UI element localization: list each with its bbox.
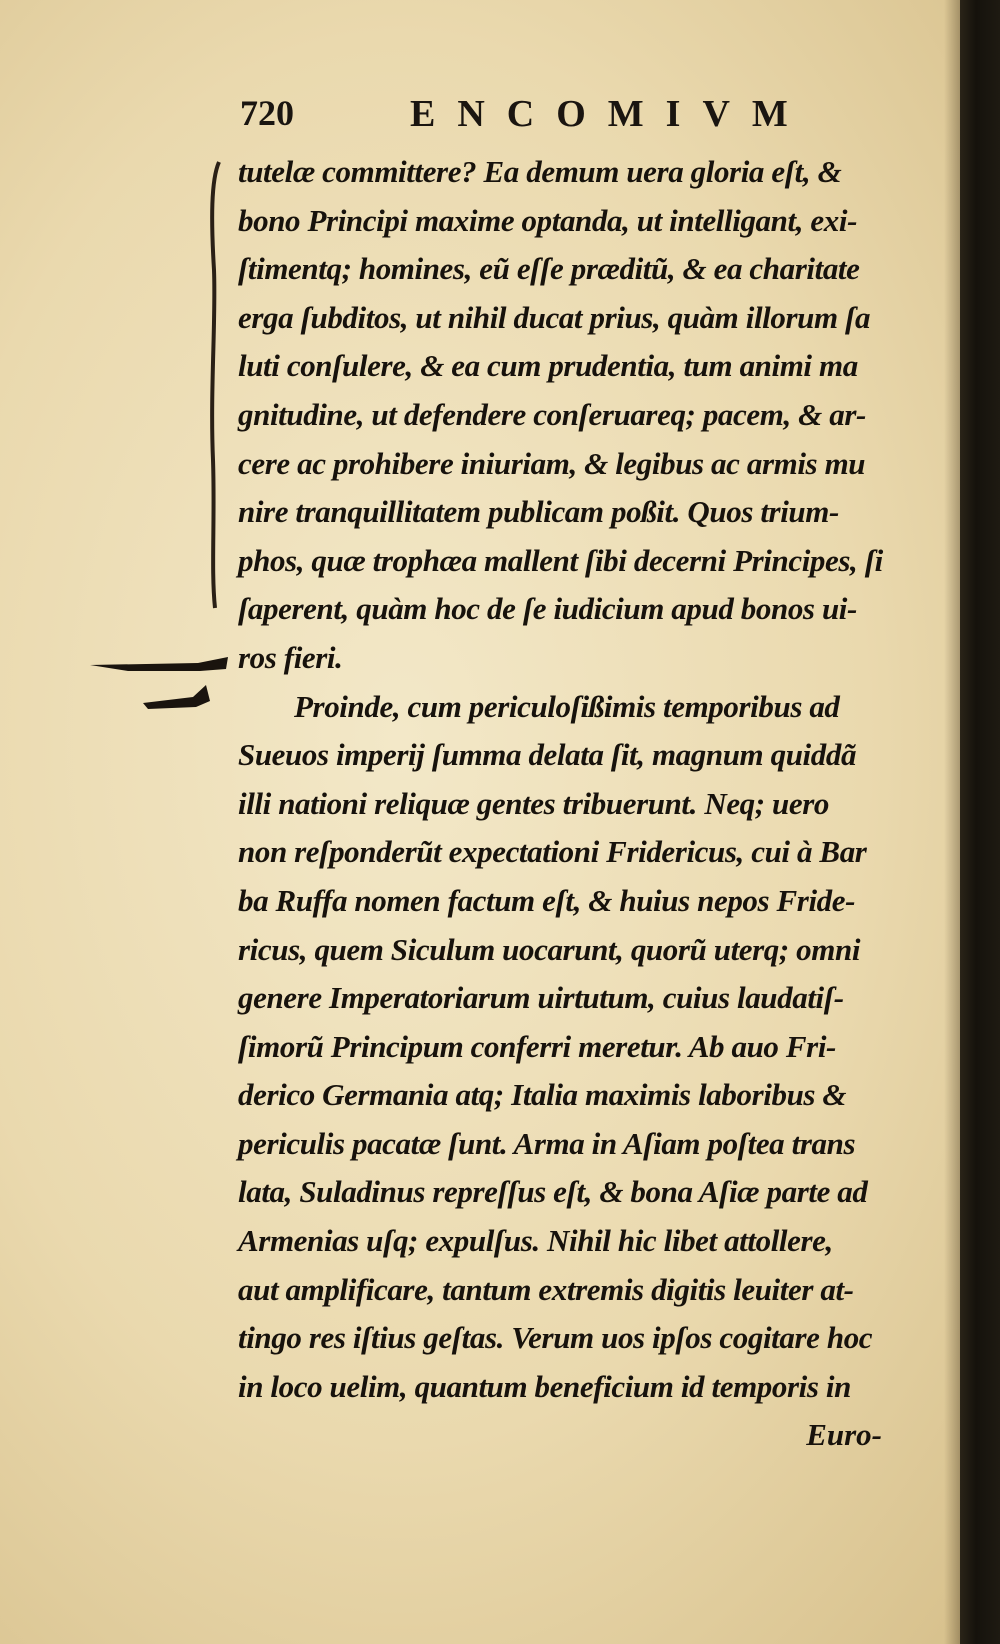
marginal-bracket-mark xyxy=(205,160,223,610)
page-gutter-shadow xyxy=(944,0,960,1644)
book-binding-edge xyxy=(960,0,1000,1644)
text-line: tutelæ committere? Ea demum uera gloria eſt, & xyxy=(238,154,842,189)
text-line: ſtimentq; homines, eũ eſſe præditũ, & ea charitate xyxy=(238,251,860,287)
page-header xyxy=(240,92,960,142)
text-line: ſaperent, quàm hoc de ſe iudicium apud bonos ui- xyxy=(238,591,857,627)
text-line: Sueuos imperij ſumma delata ſit, magnum quiddã xyxy=(238,737,857,773)
text-line: ros fieri. xyxy=(238,639,343,675)
text-line: bono Principi maxime optanda, ut intelligant, exi- xyxy=(238,202,857,238)
text-line: non reſponderũt expectationi Fridericus, cui à Bar xyxy=(238,834,867,870)
text-line: ſimorũ Principum conferri meretur. Ab auo Fri- xyxy=(238,1028,836,1064)
text-line: aut amplificare, tantum extremis digitis leuiter at- xyxy=(238,1271,854,1307)
text-line: ricus, quem Siculum uocarunt, quorũ uterq; omni xyxy=(238,931,861,967)
running-head: ENCOMIVM xyxy=(410,93,810,135)
text-line: gnitudine, ut defendere conſeruareq; pacem, & ar- xyxy=(238,396,866,432)
text-line: lata, Suladinus repreſſus eſt, & bona Aſiæ parte ad xyxy=(238,1174,868,1210)
text-line: illi nationi reliquæ gentes tribuerunt. Neq; uero xyxy=(238,785,830,821)
text-line: in loco uelim, quantum beneficium id temporis in xyxy=(238,1368,851,1404)
text-line: periculis pacatæ ſunt. Arma in Aſiam poſtea trans xyxy=(238,1125,856,1161)
text-line: erga ſubditos, ut nihil ducat prius, quàm illorum ſa xyxy=(238,299,871,335)
manicule-icon xyxy=(88,635,238,725)
text-line: Armenias uſq; expulſus. Nihil hic libet attollere, xyxy=(238,1223,833,1259)
text-line: luti conſulere, & ea cum prudentia, tum animi ma xyxy=(238,348,858,384)
text-line: tingo res iſtius geſtas. Verum uos ipſos cogitare hoc xyxy=(238,1320,873,1356)
main-text-block xyxy=(238,148,938,1459)
paragraph-start-line: Proinde, cum periculoſißimis temporibus ad xyxy=(294,688,840,724)
catchword: Euro- xyxy=(806,1417,882,1453)
text-line: derico Germania atq; Italia maximis laboribus & xyxy=(238,1077,847,1113)
text-line: genere Imperatoriarum uirtutum, cuius laudatiſ- xyxy=(238,980,844,1016)
text-line: cere ac prohibere iniuriam, & legibus ac armis mu xyxy=(238,445,866,481)
text-line: nire tranquillitatem publicam poßit. Quos trium- xyxy=(238,494,839,530)
page-number: 720 xyxy=(240,93,294,133)
catchword-row xyxy=(238,1411,938,1459)
text-line: ba Ruffa nomen factum eſt, & huius nepos Fride- xyxy=(238,882,856,918)
text-line: phos, quæ trophæa mallent ſibi decerni Principes, ſi xyxy=(238,542,883,578)
